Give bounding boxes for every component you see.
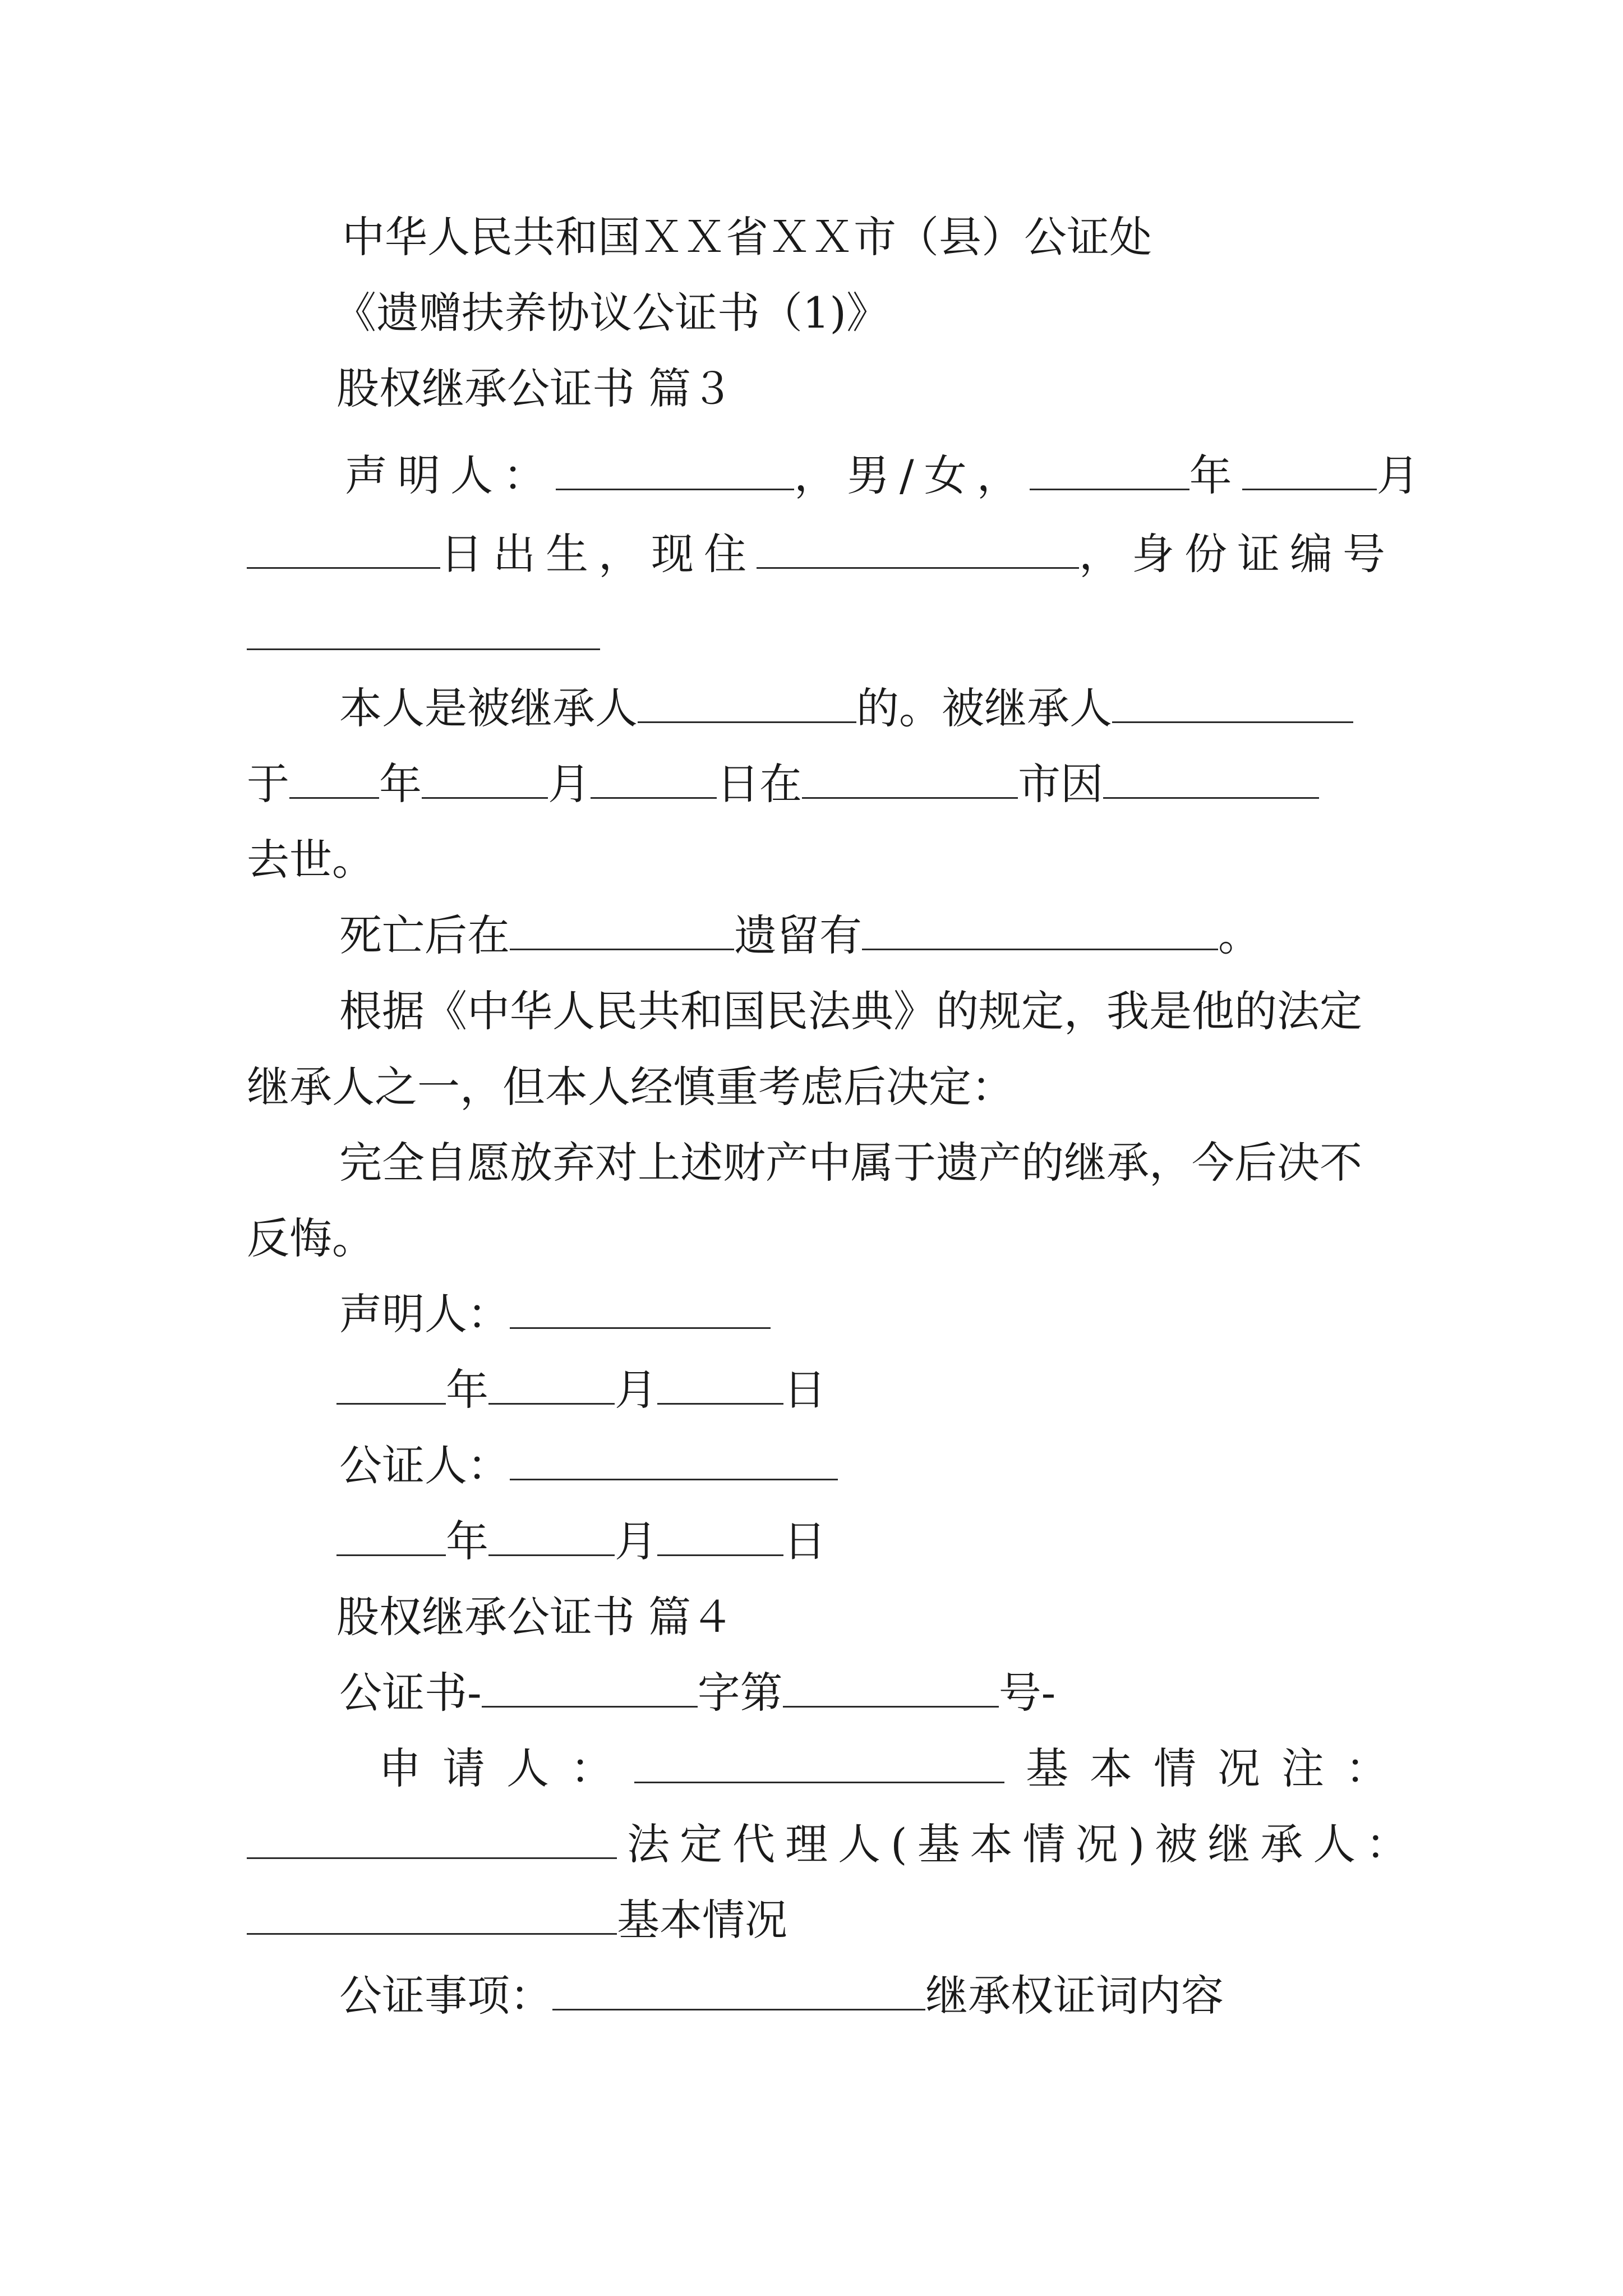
birth-address-line	[247, 527, 1395, 581]
applicant-line	[379, 1742, 1409, 1796]
address-blank	[757, 530, 1079, 569]
declarant-date-day-blank	[657, 1366, 783, 1405]
estate-items-blank	[862, 912, 1218, 950]
declarant-signature-label: 声明人：	[339, 1289, 510, 1339]
certificate-label: 公证书-	[339, 1668, 482, 1718]
death-year-label: 年	[379, 759, 422, 809]
basic-info-note-label: 基本情况注：	[1026, 1743, 1409, 1793]
decedent-info-line	[247, 1893, 787, 1947]
certificate-zi-label: 字第	[697, 1668, 783, 1718]
death-month-label: 月	[548, 759, 591, 809]
legal-rep-label: 法定代理人(基本情况)被继承人：	[627, 1819, 1419, 1869]
death-day-blank	[591, 760, 717, 799]
no-regret-line: 反悔。	[247, 1213, 375, 1263]
declarant-date-month-label: 月	[615, 1365, 657, 1415]
id-number-blank	[247, 611, 600, 650]
estate-location-text: 死亡后在	[339, 910, 510, 960]
id-number-line	[247, 609, 600, 662]
heir-relation-text: 本人是被继承人	[339, 683, 638, 733]
notary-signature-blank	[510, 1442, 838, 1480]
death-date-line	[247, 757, 1319, 811]
declarant-date-line	[336, 1363, 826, 1417]
document-reference: 《遗赠扶养协议公证书（1)》	[334, 288, 889, 338]
month-label: 月	[1376, 450, 1430, 500]
notary-date-year-blank	[336, 1517, 446, 1556]
death-month-blank	[422, 760, 548, 799]
death-year-blank	[289, 760, 379, 799]
section-3-title: 股权继承公证书 篇３	[336, 364, 734, 413]
death-day-label: 日在	[717, 759, 802, 809]
birth-month-blank	[1242, 452, 1377, 490]
decedent-basic-info-label: 基本情况	[617, 1895, 787, 1945]
declarant-date-year-label: 年	[446, 1365, 488, 1415]
city-cause-text: 市因	[1018, 759, 1103, 809]
renounce-line: 完全自愿放弃对上述财产中属于遗产的继承，今后决不	[339, 1138, 1362, 1188]
passed-away-line: 去世。	[247, 835, 375, 885]
legal-rep-line	[247, 1818, 1418, 1871]
decedent-blank	[247, 1896, 617, 1935]
notary-matter-blank	[552, 1972, 925, 2010]
notary-office-heading: 中华人民共和国ＸＸ省ＸＸ市（县）公证处	[342, 212, 1152, 262]
death-city-blank	[802, 760, 1018, 799]
basic-info-blank	[247, 1820, 617, 1859]
legal-basis-line: 根据《中华人民共和国民法典》的规定，我是他的法定	[339, 986, 1362, 1036]
id-text: ，身份证编号	[1079, 529, 1395, 579]
declarant-line	[345, 449, 1430, 503]
estate-period: 。	[1218, 910, 1261, 960]
declarant-date-day-label: 日	[783, 1365, 826, 1415]
certificate-number-blank	[783, 1669, 999, 1708]
notary-date-month-label: 月	[615, 1516, 657, 1566]
declarant-date-month-blank	[488, 1366, 615, 1405]
certificate-number-line	[339, 1666, 1055, 1720]
declarant-label: 声明人：	[345, 450, 556, 500]
certificate-hao-label: 号-	[998, 1668, 1056, 1718]
estate-left-text: 遗留有	[734, 910, 862, 960]
heir-relation-line	[339, 682, 1353, 735]
estate-location-blank	[510, 912, 734, 950]
notary-signature-label: 公证人：	[339, 1441, 510, 1490]
inheritance-testimony-label: 继承权证词内容	[925, 1971, 1224, 2021]
birth-year-blank	[1030, 452, 1189, 490]
decedent-text: 的。被继承人	[856, 683, 1112, 733]
notary-matter-line	[339, 1969, 1224, 2023]
applicant-blank	[634, 1745, 1004, 1783]
notary-date-day-blank	[657, 1517, 783, 1556]
decedent-name-blank	[1112, 684, 1353, 723]
declarant-signature-line	[339, 1287, 771, 1341]
notary-matter-label: 公证事项：	[339, 1971, 552, 2021]
declarant-date-year-blank	[336, 1366, 446, 1405]
gender-text: ，男/女，	[794, 450, 1030, 500]
birth-text: 日出生，现住	[440, 529, 757, 579]
notary-date-day-label: 日	[783, 1516, 826, 1566]
declarant-name-blank	[556, 452, 794, 490]
certificate-prefix-blank	[482, 1669, 698, 1708]
birth-day-blank	[247, 530, 440, 569]
relation-blank	[638, 684, 856, 723]
notary-date-line	[336, 1515, 826, 1568]
yu-text: 于	[247, 759, 289, 809]
heir-decision-line: 继承人之一，但本人经慎重考虑后决定：	[247, 1062, 1014, 1112]
notary-date-month-blank	[488, 1517, 615, 1556]
year-label: 年	[1189, 450, 1242, 500]
notary-date-year-label: 年	[446, 1516, 488, 1566]
declarant-signature-blank	[510, 1290, 771, 1329]
applicant-label: 申请人：	[379, 1743, 634, 1793]
section-4-title: 股权继承公证书 篇４	[336, 1592, 734, 1642]
notary-signature-line	[339, 1439, 838, 1493]
estate-line	[339, 909, 1261, 963]
death-cause-blank	[1103, 760, 1319, 799]
